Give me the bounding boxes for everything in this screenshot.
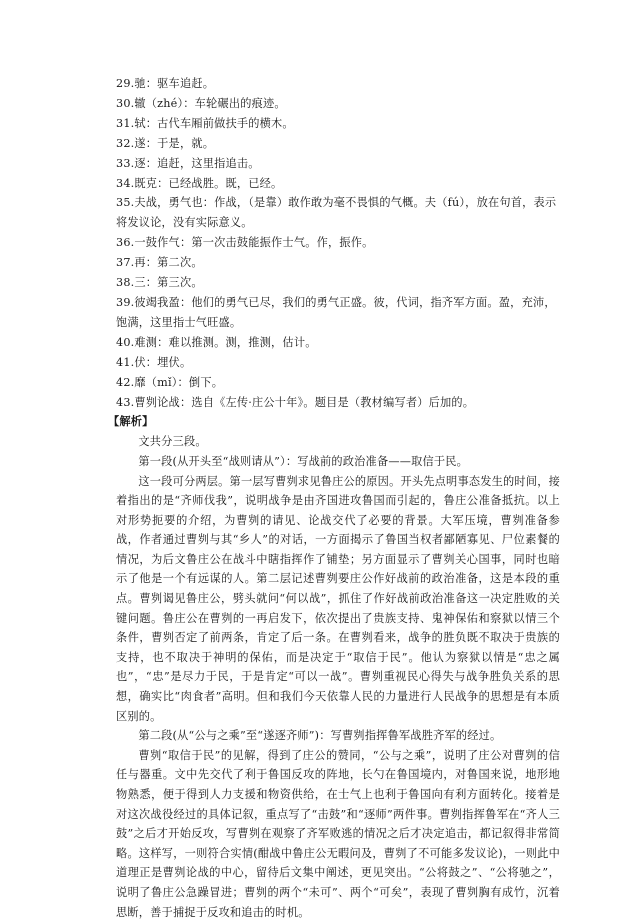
note-item: 29.驰：驱车追赶。: [116, 77, 215, 90]
analysis-heading: 【解析】: [108, 414, 154, 429]
note-item: 36.一鼓作气：第一次击鼓能振作士气。作，振作。: [116, 236, 374, 250]
analysis-paragraph: 曹刿“取信于民”的见解，得到了庄公的赞同，“公与之乘”，说明了庄公对曹刿的信任与器重。文中先交代了利于鲁国反攻的阵地，长勺在鲁国境内，对鲁国来说，地形地物熟悉，便于得到人力支援和物资供给，在士气上也利于鲁国向有利方面转化。接着是对这次战役经过的具体记叙，重点写了“击鼓”和“逐师”两件事。曹刿指挥鲁军在“齐人三鼓”之后才开始反攻，写曹刿在观察了齐军败逃的情况之后才决定追击，都记叙得非常简略。这样写，一则符合实情(酣战中鲁庄公无暇问及，曹刿了不可能多发议论)，一则此中道理正是曹刿论战的中心，留待后文集中阐述，更见突出。“公将鼓之”、“公将驰之”，说明了鲁庄公急躁冒进；曹刿的两个“未可”、两个“可矣”，表现了曹刿胸有成竹，沉着思断，善于捕捉于反攻和追击的时机。: [116, 748, 560, 919]
analysis-paragraph: 第一段(从开头至“战则请从”）：写战前的政治准备——取信于民。: [138, 454, 469, 468]
note-item: 39.彼竭我盈：他们的勇气已尽，我们的勇气正盛。彼，代词，指齐军方面。盈，充沛，饱满，这里指士气旺盛。: [116, 295, 556, 329]
analysis-paragraph: 第二段(从“公与之乘”至“遂逐齐师”)：写曹刿指挥鲁军战胜齐军的经过。: [138, 729, 502, 743]
note-item: 43.曹刿论战：选自《左传·庄公十年》。题目是（教材编写者）后加的。: [116, 395, 475, 409]
analysis-paragraph: 这一段可分两层。第一层写曹刿求见鲁庄公的原因。开头先点明事态发生的时间，接着指出的是“齐师伐我”，说明战争是由齐国进攻鲁国而引起的，鲁庄公准备抵抗。以上对形势扼要的介绍，为曹刿的请见、论战交代了必要的背景。大军压境，曹刿准备参战，作者通过曹刿与其“乡人”的对话，一方面揭示了鲁国当权者鄙陋寡见、尸位素餐的情况，为后文鲁庄公在战斗中瞎指挥作了铺垫；另方面显示了曹刿关心国事，同时也暗示了他是一个有远谋的人。第二层记述曹刿要庄公作好战前的政治准备，这是本段的重点。曹刿谒见鲁庄公，劈头就问“何以战”，抓住了作好战前政治准备这一决定胜败的关键问题。鲁庄公在曹刿的一再启发下，依次提出了贵族支持、鬼神保佑和察狱以情三个条件，曹刿否定了前两条，肯定了后一条。在曹刿看来，战争的胜负既不取决于贵族的支持，也不取决于神明的保佑，而是决定于“取信于民”。他认为察狱以情是“忠之属也”，“忠”是尽力于民，于是肯定“可以一战”。曹刿重视民心得失与战争胜负关系的思想，确实比“肉食者”高明。但和我们今天依靠人民的力量进行人民战争的思想是有本质区别的。: [116, 474, 560, 723]
annotation-list: [116, 74, 560, 412]
note-item: 34.既克：已经战胜。既，已经。: [116, 176, 283, 190]
note-item: 35.夫战，勇气也：作战，（是靠）敢作敢为毫不畏惧的气概。夫（fú），放在句首，表示将发议论，没有实际意义。: [116, 196, 557, 230]
note-item: 38.三：第三次。: [116, 276, 203, 290]
note-item: 40.难测：难以推测。测，推测，估计。: [116, 335, 317, 349]
note-item: 31.轼：古代车厢前做扶手的横木。: [116, 116, 294, 130]
note-item: 42.靡（mǐ）：倒下。: [116, 375, 224, 389]
note-item: 37.再：第二次。: [116, 256, 203, 270]
note-item: 30.辙（zhé）：车轮碾出的痕迹。: [116, 96, 286, 110]
analysis-body: [116, 432, 560, 922]
note-item: 33.逐：追赶，这里指追击。: [116, 156, 260, 170]
note-item: 41.伏：埋伏。: [116, 355, 192, 369]
analysis-paragraph: 文共分三段。: [138, 435, 207, 449]
note-item: 32.遂：于是，就。: [116, 136, 215, 150]
